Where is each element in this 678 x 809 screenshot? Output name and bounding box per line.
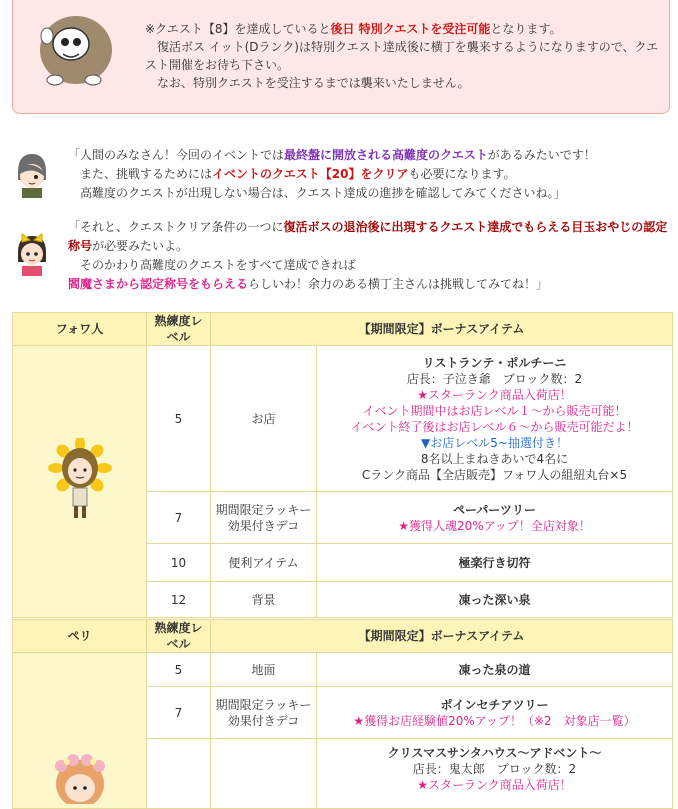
notice-box: [12, 0, 670, 114]
table2-header-bonus: 【期間限定】ボーナスアイテム: [211, 620, 673, 653]
table1-row2-category: 期間限定ラッキー効果付きデコ: [211, 492, 317, 544]
dialog1-line-1: 「人間のみなさん！今回のイベントでは最終盤に開放される高難度のクエストがあるみたいです！: [68, 148, 596, 162]
notice-line-2: 復活ボス イット(Dランク)は特別クエスト達成後に横丁を襲来するようになりますので、クエスト開催をお待ち下さい。: [145, 40, 659, 72]
table1-row1-item: [317, 346, 673, 492]
table1-row2-level: 7: [147, 492, 211, 544]
item-detail: 8名以上まねきあいで4名に: [420, 451, 569, 466]
notice-line-3: なお、特別クエストを受注するまでは襲来いたしません。: [145, 76, 470, 90]
table1-row3-category: 便利アイテム: [211, 544, 317, 582]
item-detail: ★獲得お店経験値20%アップ！（※2 対象店一覧）: [353, 713, 636, 728]
table2-row3-level: [147, 739, 211, 809]
table1-row3-level: 10: [147, 544, 211, 582]
item-detail: ▼お店レベル5~抽選付き！: [421, 435, 568, 450]
table2-row2-category: 期間限定ラッキー効果付きデコ: [211, 687, 317, 739]
table2-row1-item: 凍った泉の道: [317, 653, 673, 687]
table1-row4-item: 凍った深い泉: [317, 582, 673, 618]
table-row: [13, 346, 673, 492]
dialog2-line-3: 閻魔さまから認定称号をもらえるらしいわ！余力のある横丁主さんは挑戦してみてね！」: [68, 277, 549, 291]
table1-character-cell: [13, 346, 147, 618]
item-name: ポインセチアツリー: [440, 697, 549, 712]
table1-header-level: 熟練度レベル: [147, 313, 211, 346]
table2-row3-item: [317, 739, 673, 809]
dialog-nekomusume: [12, 218, 670, 294]
table2-header-character: ペリ: [13, 620, 147, 653]
table2-header-level: 熟練度レベル: [147, 620, 211, 653]
dialog-kitaro: [12, 146, 670, 202]
bonus-table-peri: [12, 619, 673, 809]
item-detail: 店長：子泣き爺 ブロック数：2: [406, 371, 583, 386]
table2-row2-level: 7: [147, 687, 211, 739]
item-detail: ★スターランク商品入荷店！: [417, 387, 572, 402]
table1-row1-category: お店: [211, 346, 317, 492]
dialog2-line-1: 「それと、クエストクリア条件の一つに復活ボスの退治後に出現するクエスト達成でもらえる目玉おやじの認定称号が必要みたいよ。: [68, 220, 668, 253]
kitaro-character-icon: [12, 150, 52, 198]
item-detail: ★スターランク商品入荷店！: [417, 778, 572, 792]
item-detail: ★獲得人魂20%アップ！全店対象！: [398, 518, 591, 533]
dialog2-line-2: そのかわり高難度のクエストをすべて達成できれば: [68, 258, 356, 272]
nekomusume-character-icon: [12, 228, 52, 276]
item-name: クリスマスサンタハウス～アドベント～: [387, 746, 602, 760]
sunflower-character-icon: [45, 438, 115, 522]
item-detail: イベント期間中はお店レベル１～から販売可能！: [362, 403, 627, 418]
bonus-table-fowajin: [12, 312, 673, 618]
item-name: リストランテ・ポルチーニ: [422, 355, 567, 370]
table1-row4-category: 背景: [211, 582, 317, 618]
table2-row1-level: 5: [147, 653, 211, 687]
table2-row1-category: 地面: [211, 653, 317, 687]
item-detail: イベント終了後はお店レベル６～から販売可能だよ！: [350, 419, 639, 434]
table1-row4-level: 12: [147, 582, 211, 618]
item-name: ペーパーツリー: [453, 502, 536, 517]
flower-crown-character-icon: [45, 744, 115, 804]
table1-row2-item: [317, 492, 673, 544]
table2-character-cell: [13, 653, 147, 809]
item-detail: Cランク商品【全店販売】フォワ人の組紐丸台×5: [361, 467, 628, 482]
item-detail: 店長：鬼太郎 ブロック数：2: [412, 762, 577, 776]
table2-row3-category: [211, 739, 317, 809]
table-row: [13, 653, 673, 687]
nurikabe-yokai-icon: [35, 6, 117, 90]
table1-header-character: フォワ人: [13, 313, 147, 346]
dialog1-line-2: また、挑戦するためにはイベントのクエスト【20】をクリアも必要になります。: [68, 167, 516, 181]
notice-line-1: ※クエスト【8】を達成していると後日 特別クエストを受注可能となります。: [145, 22, 562, 36]
table2-row2-item: [317, 687, 673, 739]
table1-header-bonus: 【期間限定】ボーナスアイテム: [211, 313, 673, 346]
table1-row3-item: 極楽行き切符: [317, 544, 673, 582]
table1-row1-level: 5: [147, 346, 211, 492]
dialog1-line-3: 高難度のクエストが出現しない場合は、クエスト達成の進捗を確認してみてくださいね。」: [68, 186, 566, 200]
